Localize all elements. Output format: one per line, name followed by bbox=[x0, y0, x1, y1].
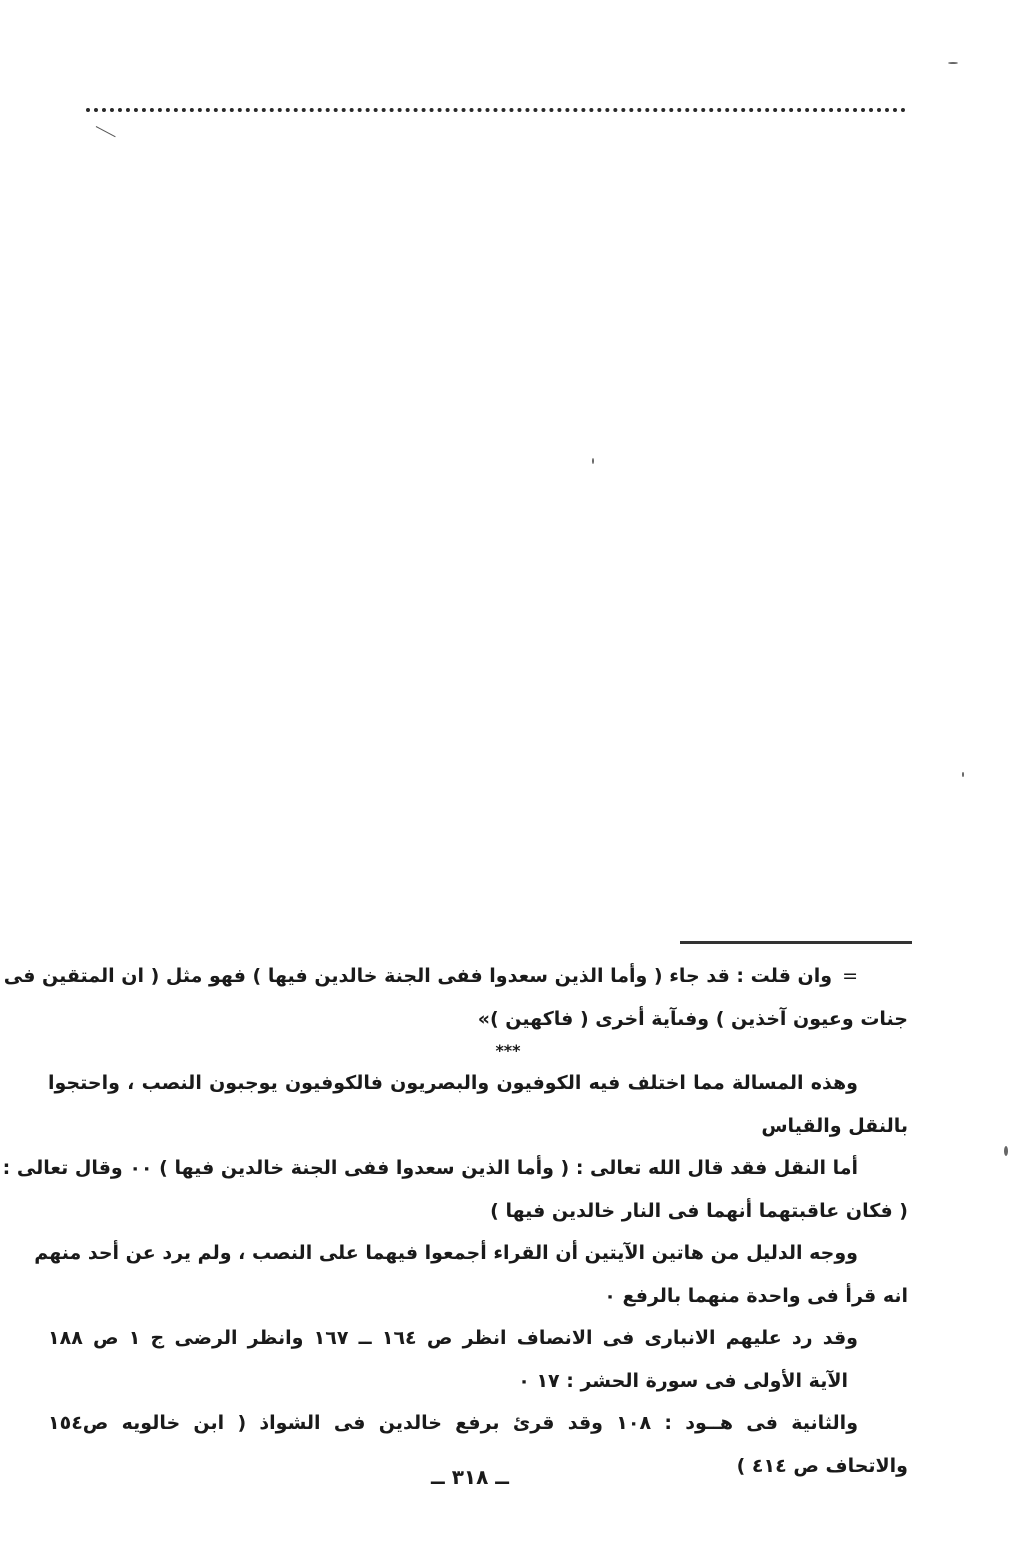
footnote-line bbox=[3, 955, 908, 998]
scan-speck bbox=[948, 62, 958, 64]
footnote-line: الآية الأولى فى سورة الحشر : ١٧ ٠ bbox=[518, 1369, 848, 1392]
footnote-line: بالنقل والقياس bbox=[761, 1114, 908, 1137]
footnotes bbox=[2, 955, 908, 1487]
footnote-line: والثانية فى هــود : ١٠٨ وقد قرئ برفع خالدين فى الشواذ ( ابن خالويه ص١٥٤ bbox=[48, 1412, 858, 1434]
footnote-line: ( فكان عاقبتهما أنهما فى النار خالدين فيها ) bbox=[490, 1199, 908, 1222]
footnote-line: انه قرأ فى واحدة منهما بالرفع ٠ bbox=[604, 1284, 908, 1307]
continuation-marker: = bbox=[842, 965, 858, 987]
dotted-separator bbox=[86, 108, 906, 112]
footnote-rule bbox=[680, 941, 912, 944]
section-separator: *** bbox=[495, 1041, 521, 1060]
scan-speck bbox=[592, 458, 594, 464]
page-number: ــ ٣١٨ ــ bbox=[431, 1465, 509, 1489]
scan-speck bbox=[962, 772, 964, 777]
footnote-line: أما النقل فقد قال الله تعالى : ( وأما الذين سعدوا ففى الجنة خالدين فيها ) ٠٠ وقال تعالى : bbox=[2, 1157, 858, 1179]
footnote-line: جنات وعيون آخذين ) وفىآية أخرى ( فاكهين )» bbox=[477, 1007, 908, 1030]
footnote-line: وهذه المسالة مما اختلف فيه الكوفيون والبصريون فالكوفيون يوجبون النصب ، واحتجوا bbox=[48, 1072, 858, 1094]
scan-speck bbox=[1004, 1146, 1008, 1156]
footnote-line: والاتحاف ص ٤١٤ ) bbox=[736, 1454, 908, 1477]
footnote-line: وقد رد عليهم الانبارى فى الانصاف انظر ص ١٦٤ ــ ١٦٧ وانظر الرضى ج ١ ص ١٨٨ bbox=[48, 1327, 858, 1349]
scan-mark bbox=[96, 126, 116, 137]
footnote-text: وان قلت : قد جاء ( وأما الذين سعدوا ففى الجنة خالدين فيها ) فهو مثل ( ان المتقين فى bbox=[3, 965, 833, 987]
footnote-line: ووجه الدليل من هاتين الآيتين أن القراء أجمعوا فيهما على النصب ، ولم يرد عن أحد منهم bbox=[34, 1242, 858, 1264]
